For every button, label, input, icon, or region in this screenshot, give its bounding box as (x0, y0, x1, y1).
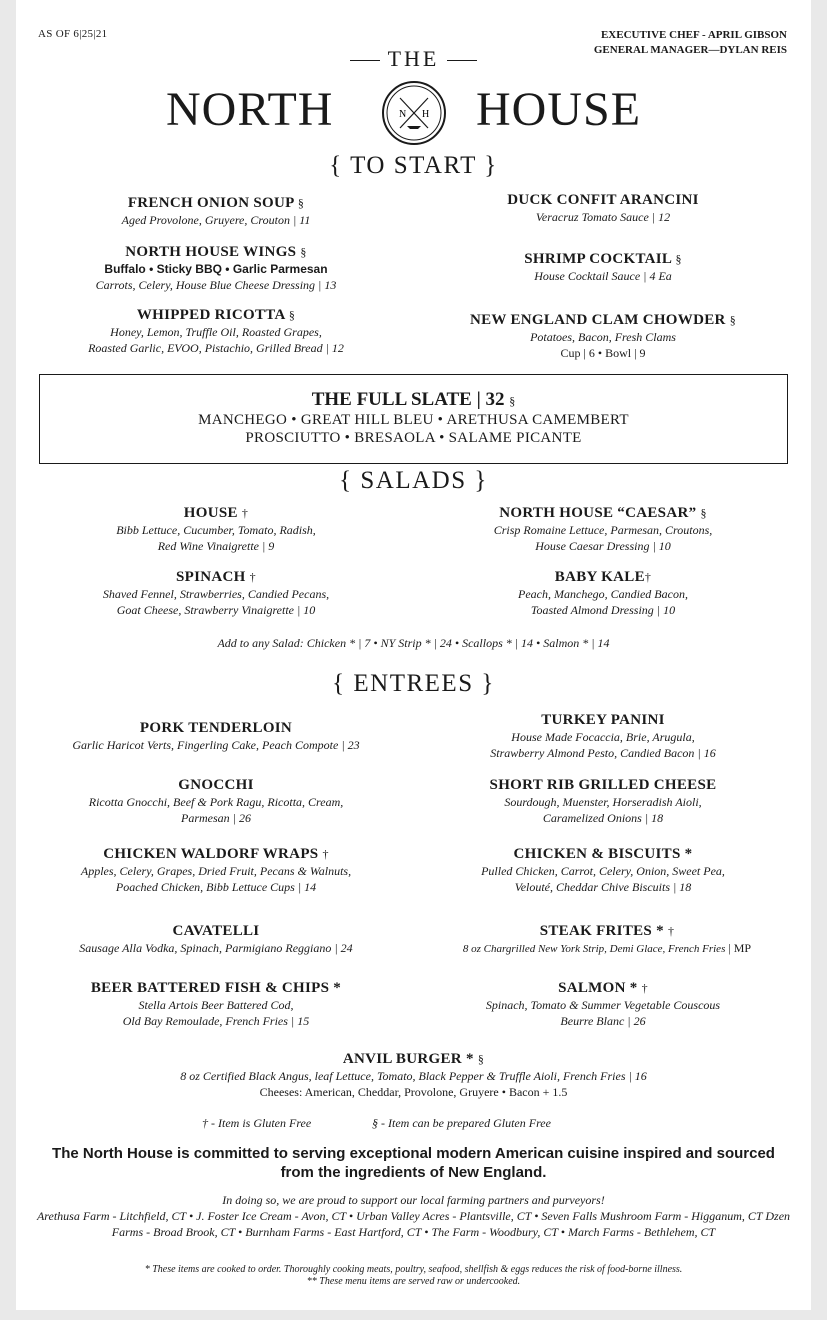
menu-item (46, 719, 386, 753)
item-description: Carrots, Celery, House Blue Cheese Dressing | 13 (95, 278, 337, 292)
food-safety-notes (36, 1264, 791, 1288)
item-name: BEER BATTERED FISH & CHIPS * (90, 980, 342, 996)
section-salads: { SALADS } (339, 467, 488, 494)
item-symbol: § (477, 1052, 485, 1066)
item-name: NORTH HOUSE “CAESAR” (499, 505, 697, 521)
menu-item (428, 504, 778, 554)
menu-item (46, 568, 386, 618)
item-prices: Cup | 6 • Bowl | 9 (560, 346, 646, 360)
slate-title: THE FULL SLATE | 32 (311, 389, 505, 410)
item-symbol: † (322, 847, 329, 861)
item-name: WHIPPED RICOTTA (136, 307, 285, 323)
menu-item (46, 306, 386, 356)
item-name: NEW ENGLAND CLAM CHOWDER (469, 312, 726, 328)
menu-item (428, 568, 778, 618)
cooked-to-order-note: * These items are cooked to order. Thoroughly cooking meats, poultry, seafood, shellfish & eggs reduces the risk of food-borne illness. (144, 1264, 683, 1275)
menu-item (428, 845, 778, 895)
item-description: 8 oz Certified Black Angus, leaf Lettuce, Tomato, Black Pepper & Truffle Aioli, French Fries | 16 (180, 1069, 647, 1083)
menu-item (76, 1050, 751, 1100)
section-to-start: { TO START } (329, 152, 498, 179)
purveyors-list: Arethusa Farm - Litchfield, CT • J. Foster Ice Cream - Avon, CT • Urban Valley Acres - Plantsville, CT • Seven Falls Mushroom Farm - Higganum, CT Dzen Farms - Broad Brook, CT • Burnham Farms - East Hartford, CT • The Farm - Woodbury, CT • March Farms - Bethlehem, CT (36, 1209, 791, 1239)
purveyors (36, 1192, 791, 1240)
menu-item (428, 711, 778, 761)
legend-gluten-free: † - Item is Gluten Free (202, 1116, 312, 1130)
menu-item (428, 311, 778, 361)
item-name: CAVATELLI (172, 923, 260, 939)
item-description: Toasted Almond Dressing | 10 (530, 603, 676, 617)
item-symbol: † (668, 924, 675, 938)
item-description: Aged Provolone, Gruyere, Crouton | 11 (121, 213, 311, 227)
menu-item (46, 194, 386, 228)
item-description: Veracruz Tomato Sauce | 12 (535, 210, 671, 224)
seal-n: N (399, 109, 407, 120)
item-description: Sourdough, Muenster, Horseradish Aioli, (504, 795, 702, 809)
item-symbol: § (288, 308, 296, 322)
logo-north: NORTH (166, 83, 334, 136)
item-name: NORTH HOUSE WINGS (125, 244, 297, 260)
menu-item (46, 979, 386, 1029)
item-symbol: † (241, 506, 249, 520)
item-name: HOUSE (183, 505, 238, 521)
item-options: Cheeses: American, Cheddar, Provolone, Gruyere • Bacon + 1.5 (259, 1085, 568, 1099)
menu-item (46, 845, 386, 895)
item-description: Caramelized Onions | 18 (542, 811, 664, 825)
logo-the-text: THE (387, 46, 440, 71)
item-description: House Made Focaccia, Brie, Arugula, (511, 730, 695, 744)
item-name: PORK TENDERLOIN (139, 720, 293, 736)
item-description: Goat Cheese, Strawberry Vinaigrette | 10 (116, 603, 316, 617)
menu-item (428, 191, 778, 225)
item-description: Strawberry Almond Pesto, Candied Bacon | 16 (490, 746, 716, 760)
item-description: Bibb Lettuce, Cucumber, Tomato, Radish, (116, 523, 316, 537)
item-symbol: § (297, 196, 305, 210)
item-symbol: † (641, 981, 648, 995)
executive-chef: EXECUTIVE CHEF - APRIL GIBSON (600, 29, 787, 41)
item-name: TURKEY PANINI (541, 712, 665, 728)
legend-gluten-free-prep: § - Item can be prepared Gluten Free (372, 1116, 551, 1130)
item-name: DUCK CONFIT ARANCINI (507, 192, 699, 208)
commitment-statement: The North House is committed to serving exceptional modern American cuisine inspired and sourced from the ingredients of New England. (52, 1145, 775, 1181)
item-name: CHICKEN & BISCUITS * (513, 846, 693, 862)
menu-page (16, 0, 811, 1310)
item-symbol: § (675, 252, 682, 266)
item-description: Pulled Chicken, Carrot, Celery, Onion, Sweet Pea, (481, 864, 725, 878)
item-symbol: † (249, 570, 256, 584)
item-name: CHICKEN WALDORF WRAPS (103, 846, 319, 862)
item-description: Poached Chicken, Bibb Lettuce Cups | 14 (115, 880, 317, 894)
as-of-date: AS OF 6|25|21 (38, 28, 108, 40)
item-description: Peach, Manchego, Candied Bacon, (518, 587, 688, 601)
menu-item (46, 243, 386, 293)
menu-item (428, 250, 778, 284)
salad-add-ons: Add to any Salad: Chicken * | 7 • NY Strip * | 24 • Scallops * | 14 • Salmon * | 14 (217, 636, 610, 650)
item-description: Old Bay Remoulade, French Fries | 15 (122, 1014, 310, 1028)
item-description: Potatoes, Bacon, Fresh Clams (530, 330, 676, 344)
item-description: Red Wine Vinaigrette | 9 (157, 539, 275, 553)
menu-item (421, 922, 793, 957)
item-name: ANVIL BURGER * (342, 1051, 474, 1067)
logo-the (16, 46, 811, 72)
section-entrees: { ENTREES } (332, 670, 495, 697)
item-description: Honey, Lemon, Truffle Oil, Roasted Grapes, (110, 325, 322, 339)
item-description: Beurre Blanc | 26 (560, 1014, 646, 1028)
item-symbol: § (300, 245, 307, 259)
item-description: House Cocktail Sauce | 4 Ea (534, 269, 672, 283)
item-description: 8 oz Chargrilled New York Strip, Demi Glace, French Fries (462, 943, 726, 955)
item-description: Ricotta Gnocchi, Beef & Pork Ragu, Ricotta, Cream, (88, 795, 344, 809)
item-symbol: § (509, 394, 516, 408)
menu-item (428, 979, 778, 1029)
item-symbol: § (700, 506, 707, 520)
item-description: Spinach, Tomato & Summer Vegetable Couscous (485, 998, 721, 1012)
item-description: House Caesar Dressing | 10 (535, 539, 671, 553)
item-description: Roasted Garlic, EVOO, Pistachio, Grilled Bread | 12 (88, 341, 344, 355)
item-name: FRENCH ONION SOUP (127, 195, 294, 211)
item-name: STEAK FRITES * (539, 923, 664, 939)
raw-note: ** These menu items are served raw or undercooked. (306, 1276, 521, 1287)
menu-item (428, 776, 778, 826)
slate-cheeses: MANCHEGO • GREAT HILL BLEU • ARETHUSA CAMEMBERT (198, 412, 629, 428)
item-description: Stella Artois Beer Battered Cod, (138, 998, 294, 1012)
item-description: Apples, Celery, Grapes, Dried Fruit, Pecans & Walnuts, (80, 864, 352, 878)
logo-house: HOUSE (476, 83, 642, 136)
item-name: SHORT RIB GRILLED CHEESE (489, 777, 717, 793)
menu-item (46, 922, 386, 956)
menu-item (46, 504, 386, 554)
item-name: GNOCCHI (178, 777, 254, 793)
north-house-seal-icon (381, 80, 447, 146)
menu-item (46, 776, 386, 826)
wing-sauces: Buffalo • Sticky BBQ • Garlic Parmesan (104, 262, 328, 276)
purveyors-intro: In doing so, we are proud to support our local farming partners and purveyors! (222, 1193, 605, 1207)
item-price: | MP (725, 941, 752, 955)
item-description: Crisp Romaine Lettuce, Parmesan, Croutons, (493, 523, 713, 537)
item-description: Velouté, Cheddar Chive Biscuits | 18 (514, 880, 692, 894)
logo-rule-left (350, 60, 380, 61)
item-description: Garlic Haricot Verts, Fingerling Cake, Peach Compote | 23 (72, 738, 360, 752)
item-name: SALMON * (558, 980, 638, 996)
full-slate-box (39, 374, 788, 464)
item-symbol: † (644, 570, 652, 584)
seal-h: H (422, 109, 430, 120)
item-name: SPINACH (176, 569, 246, 585)
slate-meats: PROSCIUTTO • BRESAOLA • SALAME PICANTE (245, 430, 582, 446)
item-description: Shaved Fennel, Strawberries, Candied Pecans, (102, 587, 330, 601)
item-symbol: § (729, 313, 737, 327)
item-description: Parmesan | 26 (181, 811, 251, 825)
item-name: SHRIMP COCKTAIL (524, 251, 672, 267)
item-description: Sausage Alla Vodka, Spinach, Parmigiano Reggiano | 24 (79, 941, 353, 955)
logo-rule-right (447, 60, 477, 61)
item-name: BABY KALE (554, 569, 645, 585)
general-manager: GENERAL MANAGER—DYLAN REIS (593, 44, 787, 56)
